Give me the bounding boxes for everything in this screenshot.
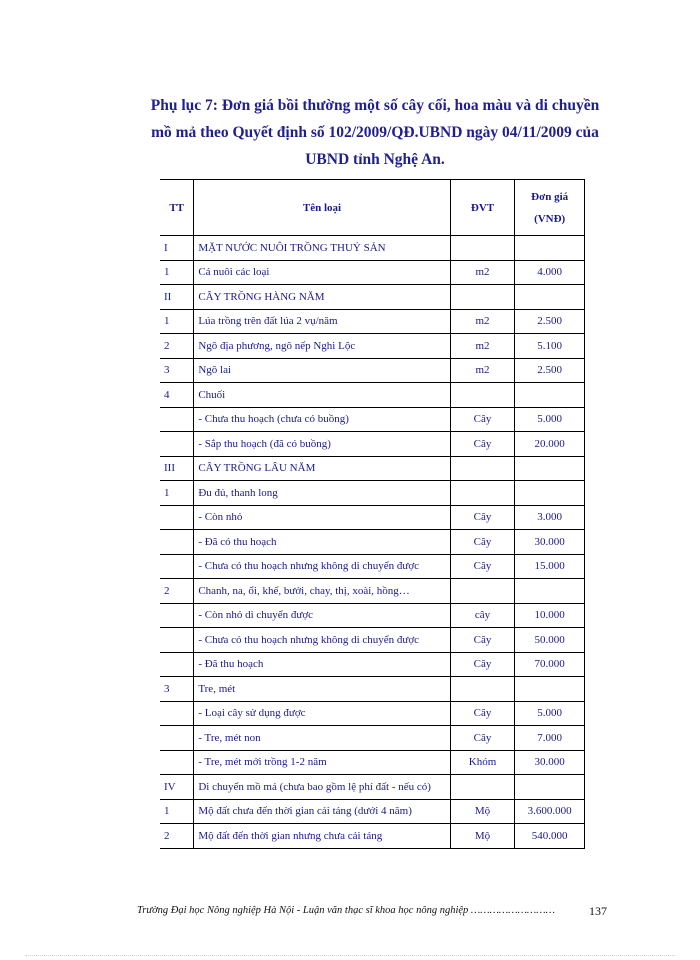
cell-price: 30.000 [515,530,585,555]
cell-name: - Loại cây sử dụng được [194,701,450,726]
cell-unit: Cây [450,701,515,726]
page-footer [137,905,607,916]
cell-tt: 1 [160,481,194,506]
header-price-unit: (VNĐ) [534,212,566,225]
page-number: 137 [589,904,607,918]
cell-tt [160,554,194,579]
cell-tt [160,407,194,432]
cell-price: 20.000 [515,432,585,457]
cell-price: 5.100 [515,334,585,359]
cell-price: 3.000 [515,505,585,530]
page-title [140,92,610,173]
table-row [160,432,585,457]
header-name: Tên loại [194,180,450,236]
cell-name: - Chưa thu hoạch (chưa có buồng) [194,407,450,432]
bottom-divider [25,955,675,956]
cell-unit: m2 [450,358,515,383]
table-row [160,260,585,285]
table-row [160,652,585,677]
cell-price: 30.000 [515,750,585,775]
cell-tt: 2 [160,579,194,604]
cell-name: Di chuyển mồ mả (chưa bao gồm lệ phí đất - nếu có) [194,775,450,800]
cell-tt [160,701,194,726]
cell-tt: IV [160,775,194,800]
cell-tt [160,530,194,555]
cell-price [515,579,585,604]
table-row [160,383,585,408]
cell-unit: Mộ [450,799,515,824]
cell-unit [450,456,515,481]
cell-price [515,677,585,702]
cell-tt: 4 [160,383,194,408]
table-row [160,579,585,604]
header-tt: TT [160,180,194,236]
cell-unit: cây [450,603,515,628]
table-row [160,505,585,530]
cell-unit [450,481,515,506]
cell-unit [450,677,515,702]
cell-tt [160,726,194,751]
header-price [515,180,585,236]
cell-price: 70.000 [515,652,585,677]
cell-name: - Sắp thu hoạch (đã có buồng) [194,432,450,457]
table-body [160,236,585,849]
cell-price: 50.000 [515,628,585,653]
cell-unit [450,579,515,604]
cell-price: 2.500 [515,309,585,334]
cell-tt: 2 [160,334,194,359]
cell-unit [450,383,515,408]
cell-name: - Chưa có thu hoạch nhưng không di chuyển được [194,628,450,653]
cell-price: 4.000 [515,260,585,285]
cell-price [515,456,585,481]
cell-name: MẶT NƯỚC NUÔI TRỒNG THUỶ SẢN [194,236,450,261]
table-row [160,701,585,726]
cell-price [515,775,585,800]
cell-name: Ngô địa phương, ngô nếp Nghi Lộc [194,334,450,359]
table-row [160,358,585,383]
table-row [160,554,585,579]
cell-unit: Cây [450,505,515,530]
cell-name: Lúa trồng trên đất lúa 2 vụ/năm [194,309,450,334]
cell-name: - Đã có thu hoạch [194,530,450,555]
header-unit: ĐVT [450,180,515,236]
cell-name: - Chưa có thu hoạch nhưng không di chuyển được [194,554,450,579]
cell-name: Tre, mét [194,677,450,702]
cell-tt [160,652,194,677]
cell-tt: III [160,456,194,481]
cell-unit: Khóm [450,750,515,775]
cell-unit: Mộ [450,824,515,849]
table-row [160,407,585,432]
title-line-3: UBND tỉnh Nghệ An. [305,151,445,168]
cell-name: Chanh, na, ổi, khế, bưởi, chay, thị, xoài, hồng… [194,579,450,604]
cell-name: - Tre, mét non [194,726,450,751]
cell-price: 5.000 [515,407,585,432]
cell-unit: Cây [450,432,515,457]
cell-price: 10.000 [515,603,585,628]
cell-price: 540.000 [515,824,585,849]
cell-name: - Đã thu hoạch [194,652,450,677]
cell-tt: 1 [160,309,194,334]
cell-name: Chuối [194,383,450,408]
cell-tt [160,750,194,775]
cell-price [515,285,585,310]
cell-tt [160,628,194,653]
cell-tt: 3 [160,358,194,383]
cell-unit: Cây [450,530,515,555]
cell-name: Cá nuôi các loại [194,260,450,285]
table-row [160,309,585,334]
title-line-1: Phụ lục 7: Đơn giá bồi thường một số cây cối, hoa màu và di chuyền [150,97,600,114]
cell-price: 5.000 [515,701,585,726]
cell-unit: Cây [450,628,515,653]
cell-name: - Tre, mét mới trồng 1-2 năm [194,750,450,775]
cell-tt [160,603,194,628]
cell-name: Mộ đất chưa đến thời gian cải táng (dưới 4 năm) [194,799,450,824]
cell-price: 2.500 [515,358,585,383]
cell-tt: II [160,285,194,310]
title-line-2: mồ mả theo Quyết định số 102/2009/QĐ.UBND ngày 04/11/2009 của [151,124,599,141]
cell-price [515,383,585,408]
cell-price [515,236,585,261]
cell-name: Mộ đất đến thời gian nhưng chưa cải táng [194,824,450,849]
table-row [160,726,585,751]
table-row [160,824,585,849]
cell-price [515,481,585,506]
table-row [160,334,585,359]
table-row [160,750,585,775]
cell-tt: 2 [160,824,194,849]
cell-tt [160,505,194,530]
cell-price: 15.000 [515,554,585,579]
cell-unit: Cây [450,726,515,751]
cell-name: CÂY TRỒNG HÀNG NĂM [194,285,450,310]
table-row [160,603,585,628]
table-row [160,628,585,653]
cell-unit: m2 [450,309,515,334]
cell-tt: 1 [160,260,194,285]
cell-tt [160,432,194,457]
table-row [160,799,585,824]
cell-name: Đu đủ, thanh long [194,481,450,506]
cell-tt: 3 [160,677,194,702]
cell-price: 3.600.000 [515,799,585,824]
cell-name: Ngô lai [194,358,450,383]
cell-tt: I [160,236,194,261]
cell-unit: Cây [450,652,515,677]
cell-unit: Cây [450,554,515,579]
footer-text: Trường Đại học Nông nghiệp Hà Nội - Luận văn thạc sĩ khoa học nông nghiệp ……………………… [137,905,555,916]
table-row [160,456,585,481]
cell-name: - Còn nhỏ [194,505,450,530]
header-price-label: Đơn giá [531,190,569,203]
cell-price: 7.000 [515,726,585,751]
table-row [160,481,585,506]
cell-unit: Cây [450,407,515,432]
cell-unit: m2 [450,260,515,285]
cell-tt: 1 [160,799,194,824]
cell-unit [450,285,515,310]
table-row [160,285,585,310]
cell-name: CÂY TRỒNG LÂU NĂM [194,456,450,481]
cell-unit [450,775,515,800]
table-row [160,775,585,800]
cell-unit: m2 [450,334,515,359]
table-row [160,530,585,555]
cell-unit [450,236,515,261]
table-header-row [160,180,585,236]
price-table [160,179,585,849]
table-row [160,236,585,261]
cell-name: - Còn nhỏ di chuyển được [194,603,450,628]
table-row [160,677,585,702]
